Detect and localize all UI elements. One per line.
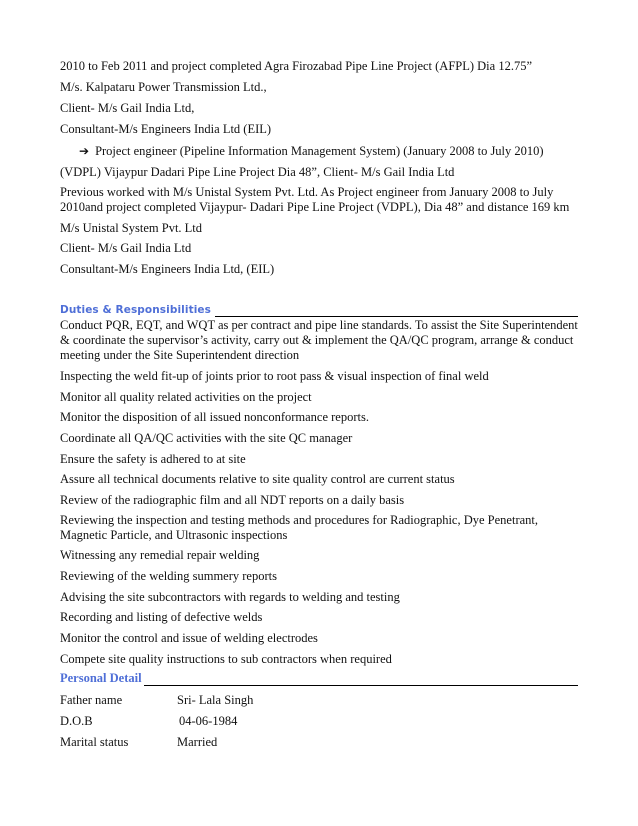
experience-company: M/s. Kalpataru Power Transmission Ltd., [60,80,267,94]
duty-item: Witnessing any remedial repair welding [60,548,260,562]
duties-section-title: Duties & Responsibilities [60,303,215,318]
right-arrow-icon: ➔ [79,144,90,158]
duty-item: Monitor the disposition of all issued nonconformance reports. [60,410,369,424]
duty-item: Monitor all quality related activities on the project [60,390,312,404]
duties-section-header [60,302,578,317]
experience-role: Project engineer (Pipeline Information Management System) (January 2008 to July 2010) [95,144,544,158]
duty-item: Inspecting the weld fit-up of joints prior to root pass & visual inspection of final weld [60,369,489,383]
experience-client: Client- M/s Gail India Ltd, [60,101,195,115]
marital-status-label: Marital status [60,735,129,749]
duty-item: Review of the radiographic film and all NDT reports on a daily basis [60,493,405,507]
duty-item: Ensure the safety is adhered to at site [60,452,246,466]
duty-item: Conduct PQR, EQT, and WQT as per contract and pipe line standards. To assist the Site Superintendent & coordinate the supervisor’s activity, carry out & implement the QA/QC program, arrange & conduct meeting under the Site Superintendent direction [60,318,578,362]
duty-item: Compete site quality instructions to sub contractors when required [60,652,392,666]
experience-previous-client: Client- M/s Gail India Ltd [60,241,192,255]
dob-value: 04-06-1984 [179,714,238,728]
duty-item: Assure all technical documents relative to site quality control are current status [60,472,455,486]
dob-label: D.O.B [60,714,93,728]
duty-item: Coordinate all QA/QC activities with the site QC manager [60,431,353,445]
duty-item: Reviewing the inspection and testing methods and procedures for Radiographic, Dye Penetrant, Magnetic Particle, and Ultrasonic inspections [60,513,538,542]
duty-item: Monitor the control and issue of welding electrodes [60,631,318,645]
father-name-label: Father name [60,693,123,707]
duty-item: Reviewing of the welding summery reports [60,569,277,583]
experience-previous-consultant: Consultant-M/s Engineers India Ltd, (EIL) [60,262,275,276]
duty-item: Recording and listing of defective welds [60,610,263,624]
personal-section-header [60,671,578,686]
experience-line: 2010 to Feb 2011 and project completed Agra Firozabad Pipe Line Project (AFPL) Dia 12.75” [60,59,533,73]
experience-previous-company: M/s Unistal System Pvt. Ltd [60,221,203,235]
experience-bullet-line [79,144,599,159]
experience-previous: Previous worked with M/s Unistal System Pvt. Ltd. As Project engineer from January 2008 to July 2010and project completed Vijaypur- Dadari Pipe Line Project (VDPL), Dia 48” and distance 169 km [60,185,570,214]
experience-consultant: Consultant-M/s Engineers India Ltd (EIL) [60,122,272,136]
father-name-value: Sri- Lala Singh [177,693,254,707]
duty-item: Advising the site subcontractors with regards to welding and testing [60,590,400,604]
personal-section-title: Personal Detail [60,671,142,685]
experience-project: (VDPL) Vijaypur Dadari Pipe Line Project Dia 48”, Client- M/s Gail India Ltd [60,165,455,179]
marital-status-value: Married [177,735,218,749]
